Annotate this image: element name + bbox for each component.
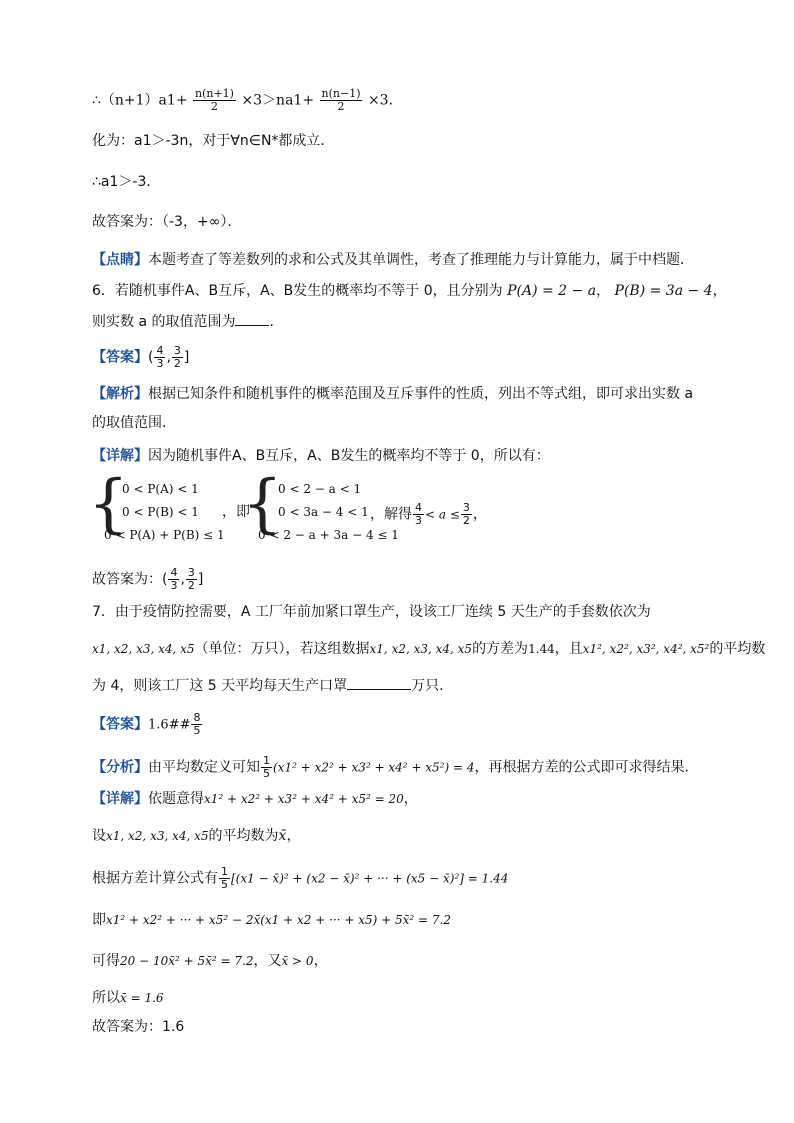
analysis-tag: 【解析】 bbox=[92, 386, 148, 402]
answer-blank bbox=[347, 689, 411, 690]
step-line bbox=[92, 866, 508, 891]
text-segment: 万只. bbox=[411, 678, 444, 694]
inequality-row: 0 < P(B) < 1 bbox=[122, 505, 199, 519]
note-tag: 【点睛】 bbox=[92, 252, 148, 268]
fraction bbox=[154, 345, 165, 370]
math-expression: P(A) = 2 − a bbox=[507, 283, 597, 299]
fraction-numerator: 1 bbox=[221, 865, 228, 878]
fraction-numerator: 8 bbox=[193, 711, 201, 724]
fraction-numerator: 3 bbox=[462, 501, 470, 514]
inequality-line bbox=[92, 88, 403, 113]
text-segment: ，又 bbox=[253, 953, 282, 969]
text-segment: , bbox=[180, 571, 185, 588]
step-line bbox=[92, 910, 451, 930]
final-7-line: 故答案为：1.6 bbox=[92, 1019, 185, 1035]
text-segment: ， bbox=[403, 791, 418, 807]
answer-7-line bbox=[92, 712, 203, 737]
text-segment: 的方差为 bbox=[472, 641, 529, 657]
math-expression: x1², x2², x3², x4², x5² bbox=[582, 642, 710, 656]
math-expression: x̄ bbox=[278, 828, 287, 844]
text-segment: ，再根据方差的公式即可求得结果. bbox=[474, 759, 689, 776]
question-7-line-2 bbox=[92, 639, 765, 659]
inequality-system-1 bbox=[104, 478, 225, 547]
fraction-numerator: 4 bbox=[170, 566, 178, 579]
question-text: 则实数 a 的取值范围为 bbox=[92, 314, 236, 330]
math-expression: 20 − 10x̄² + 5x̄² = 7.2 bbox=[120, 954, 254, 968]
text-segment: ( bbox=[148, 349, 154, 366]
math-expression: x1² + x2² + ··· + x5² − 2x̄(x1 + x2 + ··· + x5) + 5x̄² = 7.2 bbox=[106, 913, 451, 927]
text-segment: ， bbox=[286, 828, 301, 844]
question-6-line-2 bbox=[92, 312, 283, 332]
math-expression: x1, x2, x3, x4, x5 bbox=[92, 642, 195, 656]
inequality-row: 0 < 2 − a + 3a − 4 ≤ 1 bbox=[258, 528, 399, 542]
fraction bbox=[191, 712, 202, 737]
inequality-row: 0 < P(A) + P(B) ≤ 1 bbox=[104, 528, 225, 542]
detail-text: 因为随机事件A、B互斥，A、B发生的概率均不等于 0，所以有： bbox=[148, 448, 550, 464]
fraction-denominator: 3 bbox=[170, 579, 178, 592]
analysis-6-line-2: 的取值范围. bbox=[92, 415, 167, 431]
inequality-row: 0 < 3a − 4 < 1 bbox=[278, 505, 369, 519]
text-line: 故答案为：（-3，+∞）． bbox=[92, 214, 242, 230]
fraction-denominator: 5 bbox=[263, 767, 270, 780]
text-segment: ×3． bbox=[367, 92, 403, 109]
fraction-denominator: 2 bbox=[337, 100, 345, 113]
fraction-denominator: 5 bbox=[221, 878, 228, 891]
fraction-numerator: 1 bbox=[263, 754, 270, 767]
answer-value: 1.6## bbox=[148, 717, 191, 733]
math-expression: 1.44 bbox=[528, 642, 555, 656]
text-segment: ， bbox=[472, 506, 487, 523]
question-text: 6．若随机事件A、B互斥，A、B发生的概率均不等于 0，且分别为 bbox=[92, 283, 503, 299]
fraction bbox=[186, 567, 197, 592]
question-7-line-3 bbox=[92, 676, 444, 696]
left-brace-icon: { bbox=[88, 467, 129, 541]
fraction-numerator: 3 bbox=[187, 566, 195, 579]
text-segment: ，解得 bbox=[370, 506, 412, 523]
text-segment: ( bbox=[162, 571, 168, 588]
text-line: 化为：a1＞-3n，对于∀n∈N*都成立． bbox=[92, 133, 335, 149]
text-segment: ] bbox=[197, 571, 204, 588]
fraction-denominator: 3 bbox=[156, 357, 164, 370]
analysis-text: 根据已知条件和随机事件的概率范围及互斥事件的性质，列出不等式组，即可求出实数 a bbox=[148, 386, 694, 402]
left-brace-icon: { bbox=[242, 467, 283, 541]
fraction-denominator: 2 bbox=[187, 579, 195, 592]
text-segment: ，且 bbox=[554, 641, 583, 657]
fraction bbox=[219, 866, 230, 891]
text-segment: 的平均数 bbox=[709, 641, 766, 657]
fraction-numerator: n(n+1) bbox=[195, 87, 234, 100]
detail-tag: 【详解】 bbox=[92, 448, 148, 464]
text-segment: 设 bbox=[92, 828, 106, 844]
text-segment: 可得 bbox=[92, 953, 120, 969]
inequality-row: 0 < P(A) < 1 bbox=[122, 482, 199, 496]
text-segment: 故答案为： bbox=[92, 571, 162, 588]
fraction-numerator: n(n−1) bbox=[321, 87, 361, 100]
text-segment: 根据方差计算公式有 bbox=[92, 870, 218, 887]
note-line bbox=[92, 250, 694, 270]
fraction-denominator: 3 bbox=[415, 514, 422, 527]
question-6-line-1 bbox=[92, 281, 727, 301]
fraction-numerator: 4 bbox=[415, 501, 422, 514]
answer-tag: 【答案】 bbox=[92, 349, 148, 366]
text-segment: ， bbox=[596, 283, 611, 299]
fraction-denominator: 2 bbox=[210, 100, 218, 113]
question-7-line-1: 7．由于疫情防控需要，A 工厂年前加紧口罩生产，设该工厂连续 5 天生产的手套数依次为 bbox=[92, 604, 651, 620]
fraction bbox=[168, 567, 179, 592]
detail-6-line bbox=[92, 446, 550, 466]
text-segment: ∴（n+1）a1+ bbox=[92, 92, 188, 109]
analysis-tag: 【分析】 bbox=[92, 759, 148, 776]
text-segment: ×3＞na1+ bbox=[241, 92, 315, 109]
fraction-numerator: 4 bbox=[156, 344, 164, 357]
fraction bbox=[261, 755, 272, 780]
note-text: 本题考查了等差数列的求和公式及其单调性，考查了推理能力与计算能力，属于中档题． bbox=[148, 252, 694, 268]
solution-line bbox=[370, 502, 487, 527]
fraction-denominator: 2 bbox=[462, 514, 470, 527]
text-segment: ， bbox=[712, 283, 727, 299]
answer-6-line bbox=[92, 345, 189, 370]
detail-7-line bbox=[92, 789, 418, 809]
text-segment: ， bbox=[313, 953, 328, 969]
step-line bbox=[92, 826, 300, 846]
text-segment: , bbox=[166, 349, 171, 366]
fraction bbox=[320, 88, 363, 113]
math-expression: x1² + x2² + x3² + x4² + x5² = 20 bbox=[204, 792, 404, 806]
text-segment: 由平均数定义可知 bbox=[148, 759, 260, 776]
final-6-line bbox=[92, 567, 203, 592]
detail-tag: 【详解】 bbox=[92, 791, 148, 807]
fraction-numerator: 3 bbox=[173, 344, 181, 357]
answer-tag: 【答案】 bbox=[92, 716, 148, 733]
math-expression: (x1² + x2² + x3² + x4² + x5²) = 4 bbox=[273, 760, 475, 775]
analysis-6-line-1 bbox=[92, 384, 693, 404]
text-line: ∴a1＞-3． bbox=[92, 174, 161, 190]
fraction bbox=[193, 88, 236, 113]
math-expression: x̄ = 1.6 bbox=[120, 991, 164, 1005]
step-line bbox=[92, 988, 164, 1008]
fraction bbox=[172, 345, 183, 370]
step-line bbox=[92, 951, 328, 971]
analysis-7-line bbox=[92, 755, 689, 780]
text-segment: （单位：万只），若这组数据 bbox=[194, 641, 370, 657]
fraction-denominator: 2 bbox=[173, 357, 181, 370]
text-segment: 的平均数为 bbox=[208, 828, 279, 844]
text-segment: 即 bbox=[92, 912, 106, 928]
math-expression: x1, x2, x3, x4, x5 bbox=[369, 642, 473, 656]
text-segment: 依题意得 bbox=[148, 791, 204, 807]
text-segment: 所以 bbox=[92, 990, 120, 1006]
math-expression: x̄ > 0 bbox=[281, 954, 314, 968]
fraction bbox=[461, 502, 472, 527]
inequality-row: 0 < 2 − a < 1 bbox=[278, 482, 362, 496]
math-expression: < a ≤ bbox=[425, 507, 460, 522]
math-expression: P(B) = 3a − 4 bbox=[614, 283, 713, 299]
answer-blank bbox=[235, 325, 269, 326]
text-segment: ，即 bbox=[222, 504, 250, 520]
text-segment: ． bbox=[269, 314, 284, 330]
math-expression: x1, x2, x3, x4, x5 bbox=[106, 829, 209, 843]
question-text: 为 4，则该工厂这 5 天平均每天生产口罩 bbox=[92, 678, 348, 694]
text-segment: ] bbox=[183, 349, 190, 366]
fraction-denominator: 5 bbox=[193, 724, 201, 737]
fraction bbox=[413, 502, 424, 527]
math-expression: [(x1 − x̄)² + (x2 − x̄)² + ··· + (x5 − x̄)²] = 1.44 bbox=[231, 871, 509, 886]
